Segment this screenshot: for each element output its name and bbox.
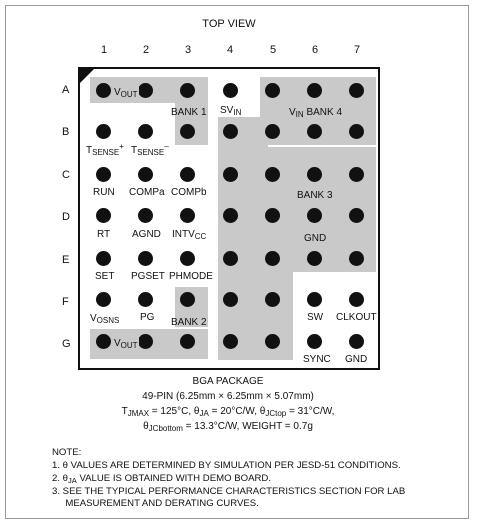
pin-label-svin: $SV_{IN}$ [220,105,242,117]
row-label-f: F [62,296,69,308]
ball-c4 [223,167,238,182]
column-label-2: 2 [142,44,150,56]
ball-a5 [265,83,280,98]
ball-d2 [138,208,153,223]
pin-label-pg: PG [140,312,155,323]
pin-label-sw: SW [307,312,324,323]
pin-label-pgset: PGSET [131,271,165,282]
column-label-1: 1 [100,44,108,56]
ball-a1 [96,83,111,98]
ball-g5 [265,334,280,349]
ball-f4 [223,292,238,307]
pin-label-intvcc: $INTV_{CC}$ [172,229,207,241]
ball-b5 [265,124,280,139]
ball-g7 [349,334,364,349]
ball-c5 [265,167,280,182]
row-label-d: D [62,211,70,223]
ball-f1 [96,292,111,307]
ball-d3 [180,208,195,223]
column-label-4: 4 [226,44,234,56]
ball-d7 [349,208,364,223]
pin-label-clkout: CLKOUT [336,312,377,323]
ball-b6 [307,124,322,139]
pin-label-set: SET [95,271,115,282]
pin-label-tsense-plus: $T_{SENSE}^+$ [86,142,124,157]
ball-c7 [349,167,364,182]
column-label-3: 3 [184,44,192,56]
row-label-a: A [62,84,70,96]
thermal-specs-line2: $\theta_{JCbottom} = 13.3^\circ C/W$, WEIGHT = 0.7g [143,421,313,433]
pin-label-rt: RT [97,229,111,240]
pin-label-sync: SYNC [303,354,331,365]
ball-d6 [307,208,322,223]
pin-label-vosns: $V_{OSNS}$ [90,313,120,325]
ball-e3 [180,251,195,266]
ball-f5 [265,292,280,307]
ball-a3 [180,83,195,98]
pin1-corner-marker [80,69,94,83]
ball-b7 [349,124,364,139]
pin-label-vout-bottom: $V_{OUT}$ [114,338,138,350]
ball-e6 [307,251,322,266]
ball-b3 [180,124,195,139]
note-3-line2: MEASUREMENT AND DERATING CURVES. [52,498,259,509]
ball-e7 [349,251,364,266]
ball-g6 [307,334,322,349]
pin-label-compa: COMPa [129,187,165,198]
pin-label-agnd: AGND [132,229,161,240]
pin-label-vin-bank4: $V_{IN}$ BANK 4 [289,107,343,119]
row-label-e: E [62,254,70,266]
row-label-g: G [62,338,71,350]
ball-b4 [223,124,238,139]
ball-g2 [138,334,153,349]
pin-label-compb: COMPb [171,187,207,198]
ball-a6 [307,83,322,98]
ball-d1 [96,208,111,223]
note-3-line1: 3. SEE THE TYPICAL PERFORMANCE CHARACTERISTICS SECTION FOR LAB [52,486,406,497]
ball-f3 [180,292,195,307]
ball-e1 [96,251,111,266]
package-name: BGA PACKAGE [192,376,264,387]
ball-b2 [138,124,153,139]
pin-label-phmode: PHMODE [169,271,213,282]
note-2: 2. $\theta_{JA}$ VALUE IS OBTAINED WITH DEMO BOARD. [52,473,271,485]
pin-label-run: RUN [93,187,115,198]
ball-e5 [265,251,280,266]
ball-f6 [307,292,322,307]
ball-c2 [138,167,153,182]
ball-a2 [138,83,153,98]
ball-e4 [223,251,238,266]
row-label-b: B [62,126,70,138]
ball-c6 [307,167,322,182]
ball-a7 [349,83,364,98]
column-label-6: 6 [311,44,319,56]
pin-label-gnd: GND [304,233,327,244]
ball-g4 [223,334,238,349]
ball-f2 [138,292,153,307]
bga-package-outline [78,67,380,370]
pin-label-bank2: BANK 2 [171,317,207,328]
ball-d4 [223,208,238,223]
ball-g3 [180,334,195,349]
column-label-7: 7 [353,44,361,56]
diagram-title: TOP VIEW [202,18,256,30]
row-label-c: C [62,169,70,181]
column-label-5: 5 [269,44,277,56]
note-1: 1. θ VALUES ARE DETERMINED BY SIMULATION PER JESD-51 CONDITIONS. [52,460,401,471]
pin-label-bank3: BANK 3 [297,190,333,201]
ball-g1 [96,334,111,349]
ball-c1 [96,167,111,182]
thermal-specs-line1: $T_{JMAX} = 125^\circ C$, $\theta_{JA} = 20^\circ C/W$, $\theta_{JCtop} = 31^\circ C/W$, [121,406,335,418]
ball-c3 [180,167,195,182]
ball-e2 [138,251,153,266]
pin-label-tsense-minus: $T_{SENSE}^-$ [131,142,169,157]
pin-label-vout-top: $V_{OUT}$ [114,87,138,99]
package-dimensions: 49-PIN (6.25mm × 6.25mm × 5.07mm) [142,391,314,402]
pin-label-bank1: BANK 1 [171,107,207,118]
ball-f7 [349,292,364,307]
ball-d5 [265,208,280,223]
notes-heading: NOTE: [52,447,82,458]
pin-label-gnd-g7: GND [345,354,368,365]
ball-a4 [223,83,238,98]
ball-b1 [96,124,111,139]
